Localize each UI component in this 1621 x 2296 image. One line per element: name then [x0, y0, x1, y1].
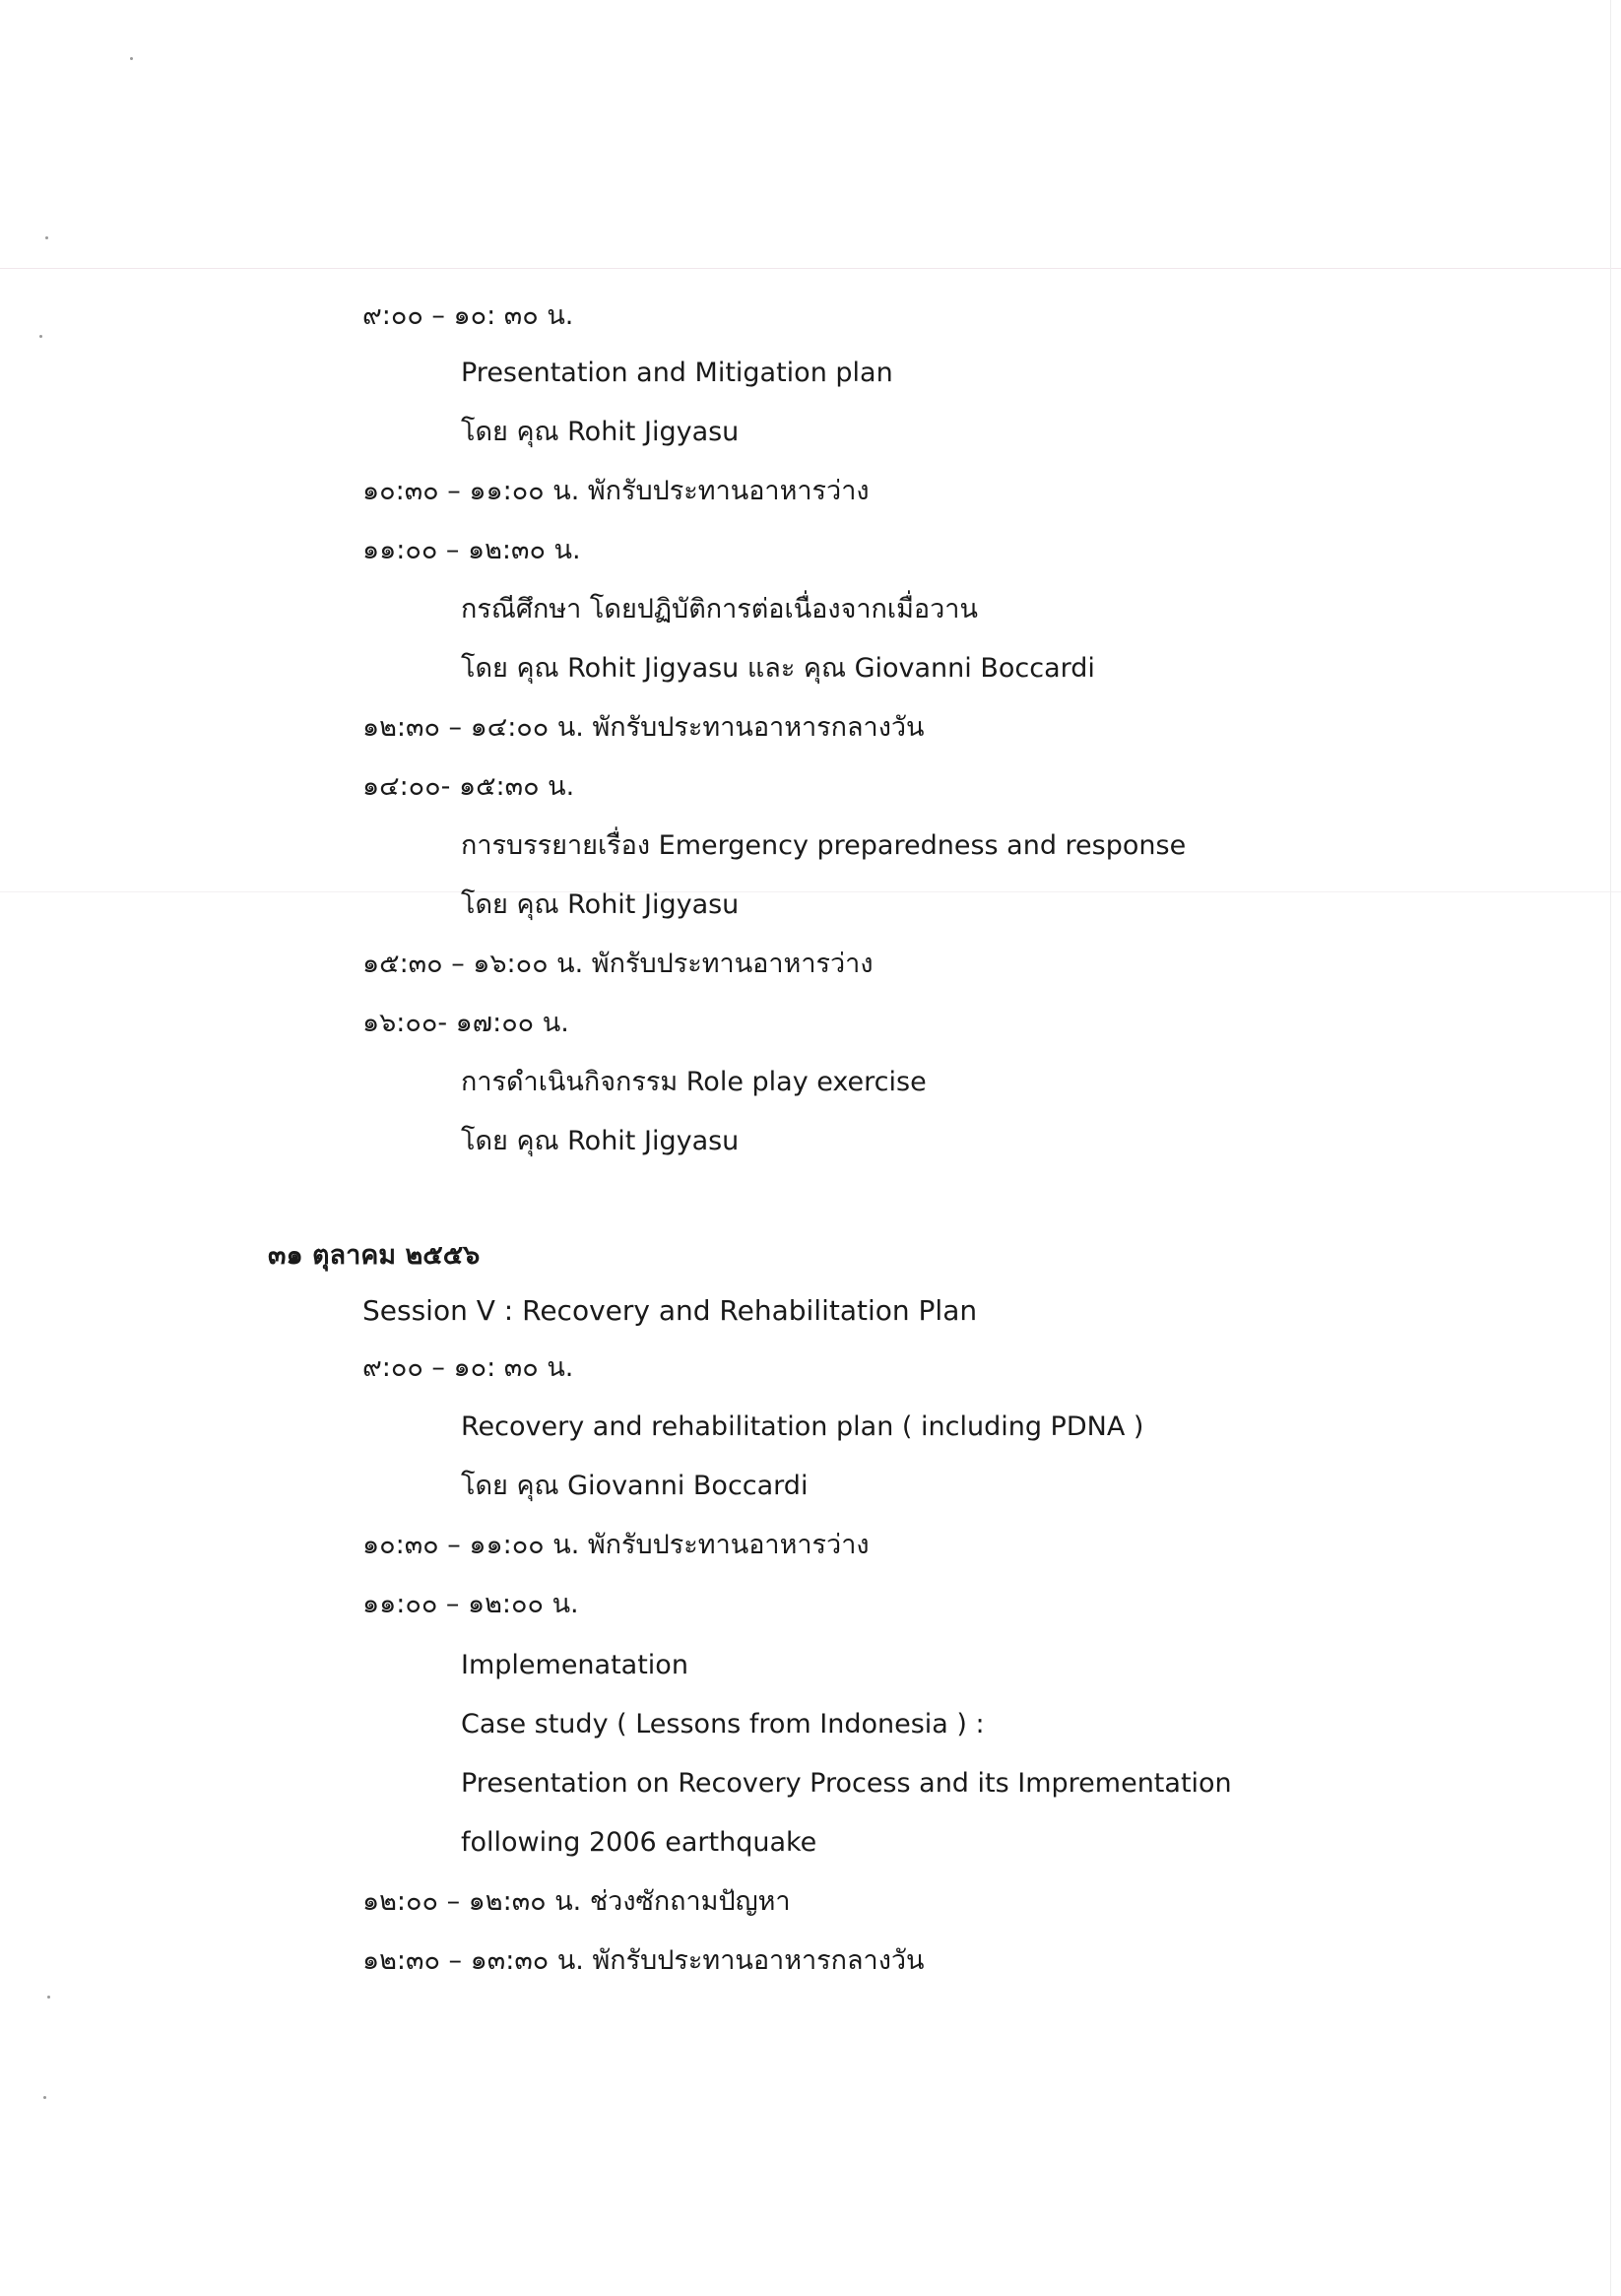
session-title: Session V : Recovery and Rehabilitation Plan	[362, 1294, 978, 1327]
scan-speck	[39, 335, 42, 338]
schedule-detail: Presentation and Mitigation plan	[461, 358, 893, 388]
scan-artifact-line	[0, 891, 1621, 892]
scan-artifact-line	[0, 268, 1621, 269]
schedule-speaker: โดย คุณ Giovanni Boccardi	[461, 1471, 809, 1501]
schedule-speaker: โดย คุณ Rohit Jigyasu และ คุณ Giovanni Boccardi	[461, 653, 1095, 684]
schedule-detail: กรณีศึกษา โดยปฏิบัติการต่อเนื่องจากเมื่อวาน	[461, 594, 978, 624]
schedule-qa: ๑๒:๐๐ – ๑๒:๓๐ น. ช่วงซักถามปัญหา	[362, 1886, 791, 1917]
schedule-detail: Presentation on Recovery Process and its Imprementation	[461, 1768, 1232, 1799]
schedule-time: ๑๔:๐๐- ๑๕:๓๐ น.	[362, 771, 575, 802]
schedule-break: ๑๐:๓๐ – ๑๑:๐๐ น. พักรับประทานอาหารว่าง	[362, 1530, 870, 1560]
schedule-time: ๙:๐๐ – ๑๐: ๓๐ น.	[362, 300, 574, 331]
scan-speck	[43, 2096, 46, 2099]
schedule-time: ๑๑:๐๐ – ๑๒:๐๐ น.	[362, 1589, 579, 1619]
schedule-detail: การบรรยายเรื่อง Emergency preparedness and response	[461, 830, 1187, 861]
scan-artifact-edge	[1610, 0, 1611, 2296]
schedule-break: ๑๐:๓๐ – ๑๑:๐๐ น. พักรับประทานอาหารว่าง	[362, 476, 870, 506]
schedule-time: ๙:๐๐ – ๑๐: ๓๐ น.	[362, 1352, 574, 1383]
scan-speck	[130, 57, 133, 60]
schedule-speaker: โดย คุณ Rohit Jigyasu	[461, 417, 740, 447]
scan-speck	[47, 1996, 50, 1999]
day-heading: ๓๑ ตุลาคม ๒๕๕๖	[268, 1240, 481, 1271]
schedule-break: ๑๒:๓๐ – ๑๔:๐๐ น. พักรับประทานอาหารกลางวัน	[362, 712, 925, 743]
scan-speck	[45, 236, 48, 239]
schedule-time: ๑๑:๐๐ – ๑๒:๓๐ น.	[362, 535, 581, 565]
schedule-detail: Case study ( Lessons from Indonesia ) :	[461, 1709, 985, 1739]
schedule-detail: following 2006 earthquake	[461, 1827, 817, 1858]
schedule-speaker: โดย คุณ Rohit Jigyasu	[461, 889, 740, 920]
schedule-detail: การดำเนินกิจกรรม Role play exercise	[461, 1067, 927, 1097]
schedule-speaker: โดย คุณ Rohit Jigyasu	[461, 1126, 740, 1156]
schedule-break: ๑๕:๓๐ – ๑๖:๐๐ น. พักรับประทานอาหารว่าง	[362, 949, 874, 979]
schedule-detail: Implemenatation	[461, 1650, 688, 1680]
schedule-time: ๑๖:๐๐- ๑๗:๐๐ น.	[362, 1008, 569, 1038]
schedule-break: ๑๒:๓๐ – ๑๓:๓๐ น. พักรับประทานอาหารกลางวัน	[362, 1945, 925, 1976]
schedule-detail: Recovery and rehabilitation plan ( including PDNA )	[461, 1411, 1144, 1442]
